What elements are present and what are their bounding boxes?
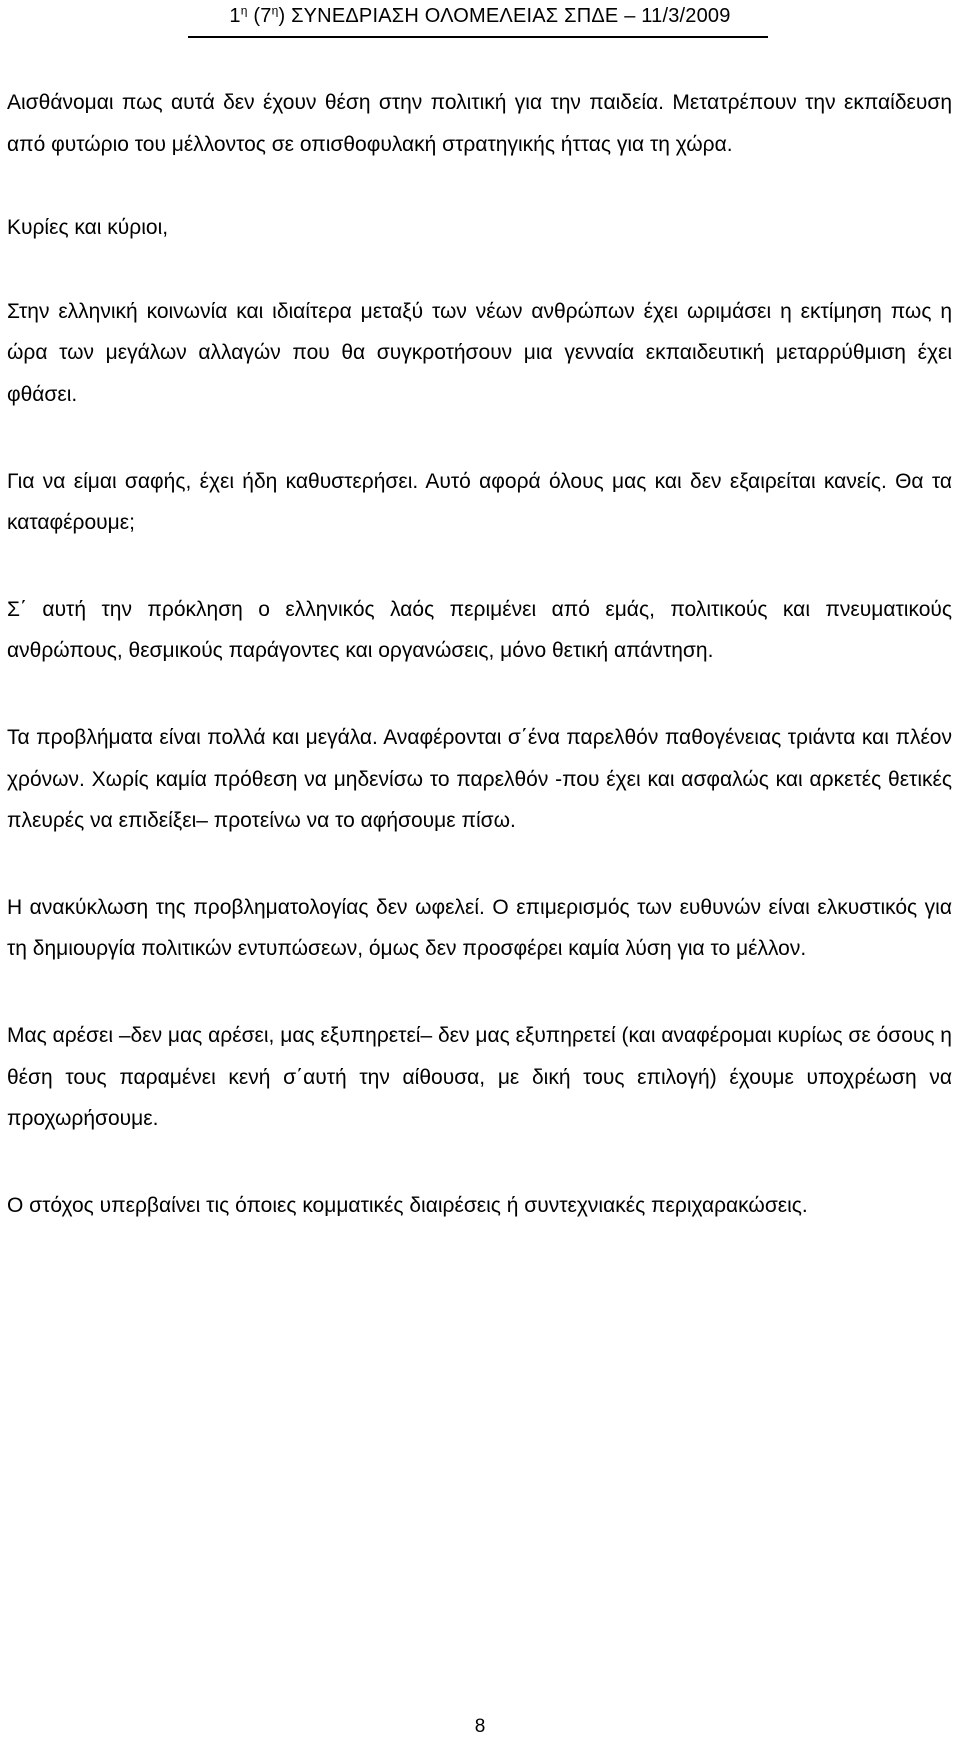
paragraph-spacer [7, 1140, 952, 1185]
sub-session-number: 7 [260, 5, 272, 27]
paragraph: Αισθάνομαι πως αυτά δεν έχουν θέση στην πολιτική για την παιδεία. Μετατρέπουν την εκπαίδευση από φυτώριο του μέλλοντος σε οπισθοφυλακή στρατηγικής ήττας για τη χώρα. [7, 91, 952, 156]
paragraph: Για να είμαι σαφής, έχει ήδη καθυστερήσει. Αυτό αφορά όλους μας και δεν εξαιρείται κανείς. Θα τα καταφέρουμε; [7, 469, 952, 535]
page-number: 8 [474, 1716, 486, 1737]
header-date: 11/3/2009 [641, 5, 731, 27]
paragraph: Στην ελληνική κοινωνία και ιδιαίτερα μεταξύ των νέων ανθρώπων έχει ωριμάσει η εκτίμηση πως η ώρα των μεγάλων αλλαγών που θα συγκροτήσουν μια γενναία εκπαιδευτική μεταρρύθμιση έχει φθάσει. [7, 299, 952, 406]
page-header: $1^\eta$ $(7^\eta)$ ΣΥΝΕΔΡΙΑΣΗ ΟΛΟΜΕΛΕΙΑΣ ΣΠΔΕ – 11/3/2009 [229, 3, 731, 27]
paragraph-spacer [7, 970, 952, 1015]
paragraph: Τα προβλήματα είναι πολλά και μεγάλα. Αναφέρονται σ΄ένα παρελθόν παθογένειας τριάντα και πλέον χρόνων. Χωρίς καμία πρόθεση να μηδενίσω το παρελθόν -που έχει και ασφαλώς και αρκετές θετικές πλευρές να επιδείξει– προτείνω να το αφήσουμε πίσω. [7, 725, 952, 833]
paragraph-spacer [7, 165, 952, 207]
paragraph-spacer [7, 842, 952, 887]
header-divider [188, 36, 768, 38]
paragraph: Ο στόχος υπερβαίνει τις όποιες κομματικές διαιρέσεις ή συντεχνιακές περιχαρακώσεις. [7, 1193, 808, 1217]
paragraph-spacer [7, 672, 952, 717]
paragraph: Σ΄ αυτή την πρόκληση ο ελληνικός λαός περιμένει από εμάς, πολιτικούς και πνευματικούς ανθρώπους, θεσμικούς παράγοντες και οργανώσεις, μόνο θετική απάντηση. [7, 597, 952, 663]
paragraph: Μας αρέσει –δεν μας αρέσει, μας εξυπηρετεί– δεν μας εξυπηρετεί (και αναφέρομαι κυρίως σε όσους η θέση τους παραμένει κενή σ΄αυτή την αίθουσα, με δική τους επιλογή) έχουμε υποχρέωση να προχωρήσουμε. [7, 1023, 952, 1131]
document-body [7, 82, 952, 1226]
paragraph: Κυρίες και κύριοι, [7, 216, 169, 240]
session-number-superscript: η [240, 3, 248, 18]
session-number: 1 [229, 5, 241, 27]
paragraph-spacer [7, 544, 952, 589]
sub-session-number-superscript: η [271, 3, 279, 18]
paragraph-spacer [7, 249, 952, 291]
paragraph-spacer [7, 416, 952, 461]
paragraph: Η ανακύκλωση της προβληματολογίας δεν ωφελεί. Ο επιμερισμός των ευθυνών είναι ελκυστικός για τη δημιουργία πολιτικών εντυπώσεων, όμως δεν προσφέρει καμία λύση για το μέλλον. [7, 895, 952, 961]
header-title: ΣΥΝΕΔΡΙΑΣΗ ΟΛΟΜΕΛΕΙΑΣ ΣΠΔΕ [291, 5, 619, 27]
